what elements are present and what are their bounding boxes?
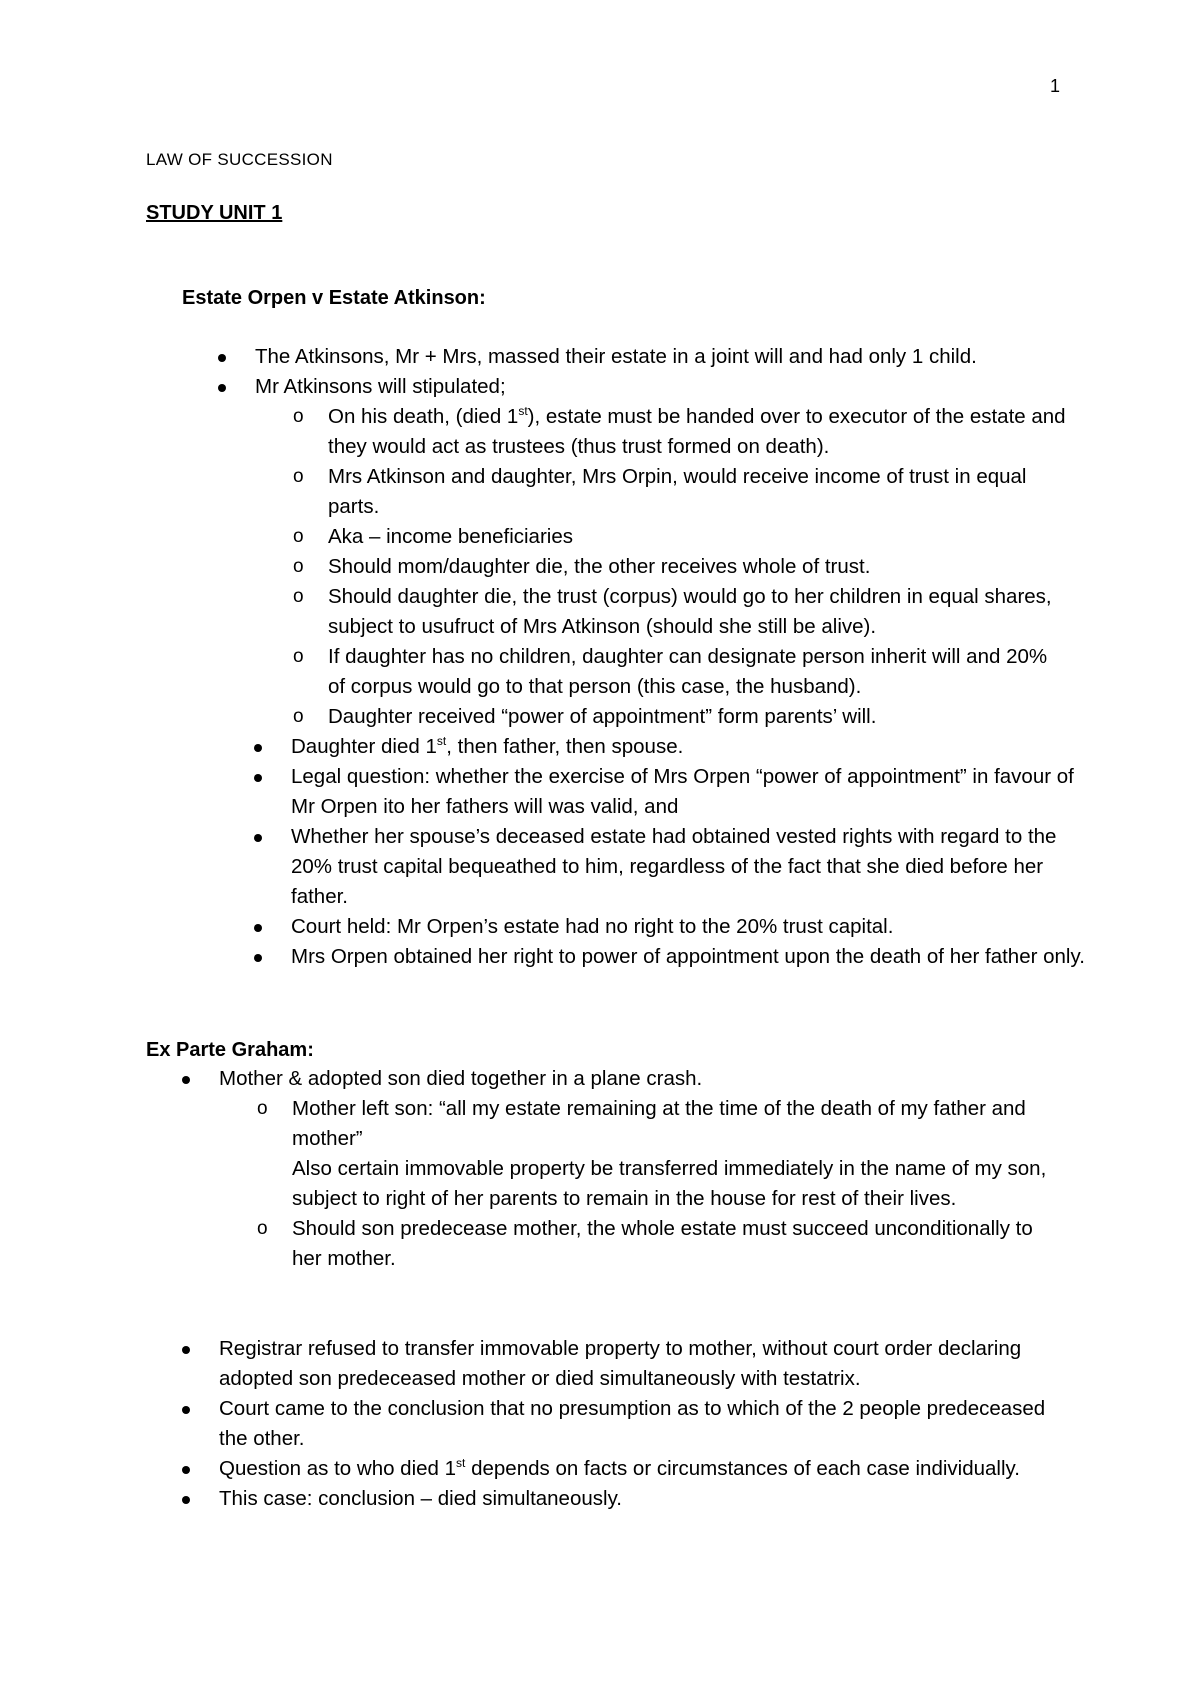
- circle-bullet-icon: o: [293, 466, 304, 487]
- list-item: Mrs Orpen obtained her right to power of appointment upon the death of her father only.: [291, 945, 1085, 968]
- list-item: o Should daughter die, the trust (corpus) would go to her children in equal shares, subject to usufruct of Mrs Atkinson (should she still be alive).: [218, 582, 1068, 642]
- case1-heading: Estate Orpen v Estate Atkinson:: [182, 287, 486, 309]
- list-item: o Should mom/daughter die, the other receives whole of trust.: [218, 552, 1068, 582]
- study-unit-heading: STUDY UNIT 1: [146, 202, 283, 224]
- page-number: 1: [1050, 76, 1061, 96]
- list-item: o Daughter received “power of appointment” form parents’ will.: [218, 702, 1068, 732]
- list-item: Mr Atkinsons will stipulated;: [255, 375, 506, 398]
- list-item: o On his death, (died 1st), estate must be handed over to executor of the estate and they would act as trustees (thus trust formed on death).: [218, 402, 1068, 462]
- list-item: o Mother left son: “all my estate remaining at the time of the death of my father and mother” Also certain immovable property be transferred immediately in the name of my son, subject to right of her parents to remain in the house for rest of their lives.: [182, 1094, 1062, 1214]
- case1-bullet-list: [182, 342, 1082, 402]
- list-item: Daughter died 1st, then father, then spouse.: [291, 734, 684, 758]
- list-item: Court held: Mr Orpen’s estate had no right to the 20% trust capital.: [291, 915, 894, 938]
- circle-bullet-icon: o: [293, 646, 304, 667]
- case2-heading: Ex Parte Graham:: [146, 1039, 314, 1061]
- circle-bullet-icon: o: [257, 1218, 268, 1239]
- case1-sub-list: [218, 402, 1068, 732]
- list-item: Court came to the conclusion that no presumption as to which of the 2 people predeceased the other.: [219, 1397, 1046, 1450]
- list-item: Legal question: whether the exercise of Mrs Orpen “power of appointment” in favour of Mr Orpen ito her fathers will was valid, and: [291, 765, 1074, 818]
- circle-bullet-icon: o: [257, 1098, 268, 1119]
- list-item: o Should son predecease mother, the whole estate must succeed unconditionally to her mother.: [182, 1214, 1062, 1274]
- list-item: o Mrs Atkinson and daughter, Mrs Orpin, would receive income of trust in equal parts.: [218, 462, 1068, 522]
- circle-bullet-icon: o: [293, 406, 304, 427]
- case1-points-list: [218, 732, 1098, 972]
- list-item: o If daughter has no children, daughter can designate person inherit will and 20% of corpus would go to that person (this case, the husband).: [218, 642, 1068, 702]
- case2-bullet-list: [146, 1064, 1046, 1094]
- list-item: o Aka – income beneficiaries: [218, 522, 1068, 552]
- circle-bullet-icon: o: [293, 526, 304, 547]
- document-title: LAW OF SUCCESSION: [146, 150, 333, 169]
- case2-sub-list: [182, 1094, 1062, 1274]
- circle-bullet-icon: o: [293, 556, 304, 577]
- list-item: The Atkinsons, Mr + Mrs, massed their estate in a joint will and had only 1 child.: [255, 345, 977, 368]
- list-item: Registrar refused to transfer immovable property to mother, without court order declaring adopted son predeceased mother or died simultaneously with testatrix.: [219, 1337, 1022, 1390]
- list-item: Whether her spouse’s deceased estate had obtained vested rights with regard to the 20% trust capital bequeathed to him, regardless of the fact that she died before her father.: [291, 825, 1057, 908]
- circle-bullet-icon: o: [293, 706, 304, 727]
- case2-points-list: [146, 1334, 1056, 1514]
- list-item: Mother & adopted son died together in a plane crash.: [219, 1067, 703, 1090]
- list-item: Question as to who died 1st depends on facts or circumstances of each case individually.: [219, 1456, 1020, 1480]
- list-item: This case: conclusion – died simultaneously.: [219, 1487, 622, 1510]
- circle-bullet-icon: o: [293, 586, 304, 607]
